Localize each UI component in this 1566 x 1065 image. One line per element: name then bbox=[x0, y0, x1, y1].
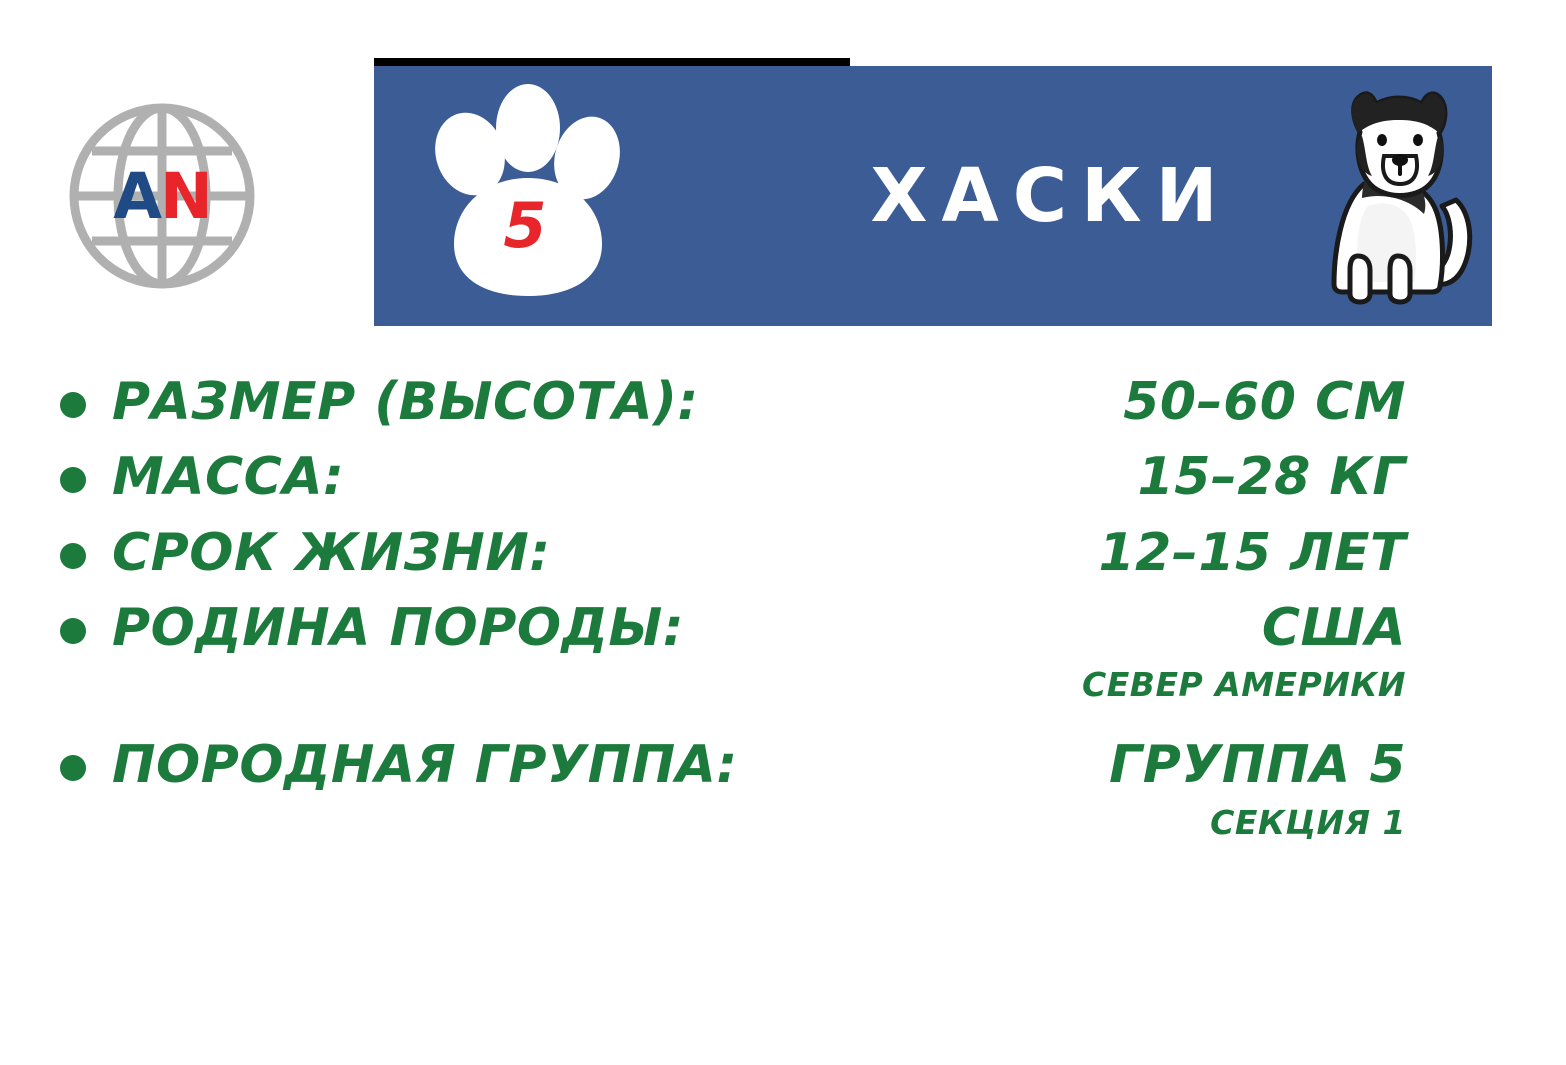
spec-value-group bbox=[1123, 372, 1406, 433]
spec-value: США bbox=[1261, 598, 1406, 659]
spec-value: ГРУППА 5 bbox=[1109, 735, 1406, 796]
spec-subvalue: СЕВЕР АМЕРИКИ bbox=[1082, 665, 1406, 705]
spec-value-group bbox=[1109, 735, 1406, 842]
bullet-icon bbox=[60, 543, 86, 569]
spec-value-group bbox=[1138, 447, 1406, 508]
spec-label: МАССА: bbox=[112, 447, 345, 508]
logo-letter-n: N bbox=[160, 159, 211, 233]
paw-print-badge bbox=[400, 82, 650, 312]
page-title: ХАСКИ bbox=[870, 153, 1232, 239]
spec-row-breed-group bbox=[0, 735, 1566, 842]
spec-value-group bbox=[1082, 598, 1406, 705]
spec-row-origin bbox=[0, 598, 1566, 705]
bullet-icon bbox=[60, 392, 86, 418]
spec-value: 12–15 ЛЕТ bbox=[1098, 522, 1406, 583]
spec-label: СРОК ЖИЗНИ: bbox=[112, 522, 551, 583]
paw-group-number: 5 bbox=[503, 189, 547, 262]
spec-label: РАЗМЕР (ВЫСОТА): bbox=[112, 372, 699, 432]
spec-label: РОДИНА ПОРОДЫ: bbox=[112, 598, 685, 659]
spec-row-lifespan bbox=[0, 523, 1566, 584]
spec-row-size bbox=[0, 372, 1566, 433]
spec-list bbox=[0, 372, 1566, 842]
logo-letter-a: A bbox=[113, 159, 161, 233]
spec-value-group bbox=[1098, 523, 1406, 584]
bullet-icon bbox=[60, 467, 86, 493]
spec-label: ПОРОДНАЯ ГРУППА: bbox=[112, 735, 738, 796]
husky-illustration-icon bbox=[1306, 80, 1476, 312]
spec-value: 50–60 СМ bbox=[1123, 372, 1406, 432]
logo-letters bbox=[62, 96, 262, 296]
spec-value: 15–28 КГ bbox=[1137, 447, 1406, 508]
bullet-icon bbox=[60, 618, 86, 644]
brand-logo bbox=[62, 96, 262, 296]
bullet-icon bbox=[60, 755, 86, 781]
header-banner bbox=[374, 66, 1492, 326]
spec-row-mass bbox=[0, 447, 1566, 508]
spec-subvalue: СЕКЦИЯ 1 bbox=[1210, 802, 1406, 842]
